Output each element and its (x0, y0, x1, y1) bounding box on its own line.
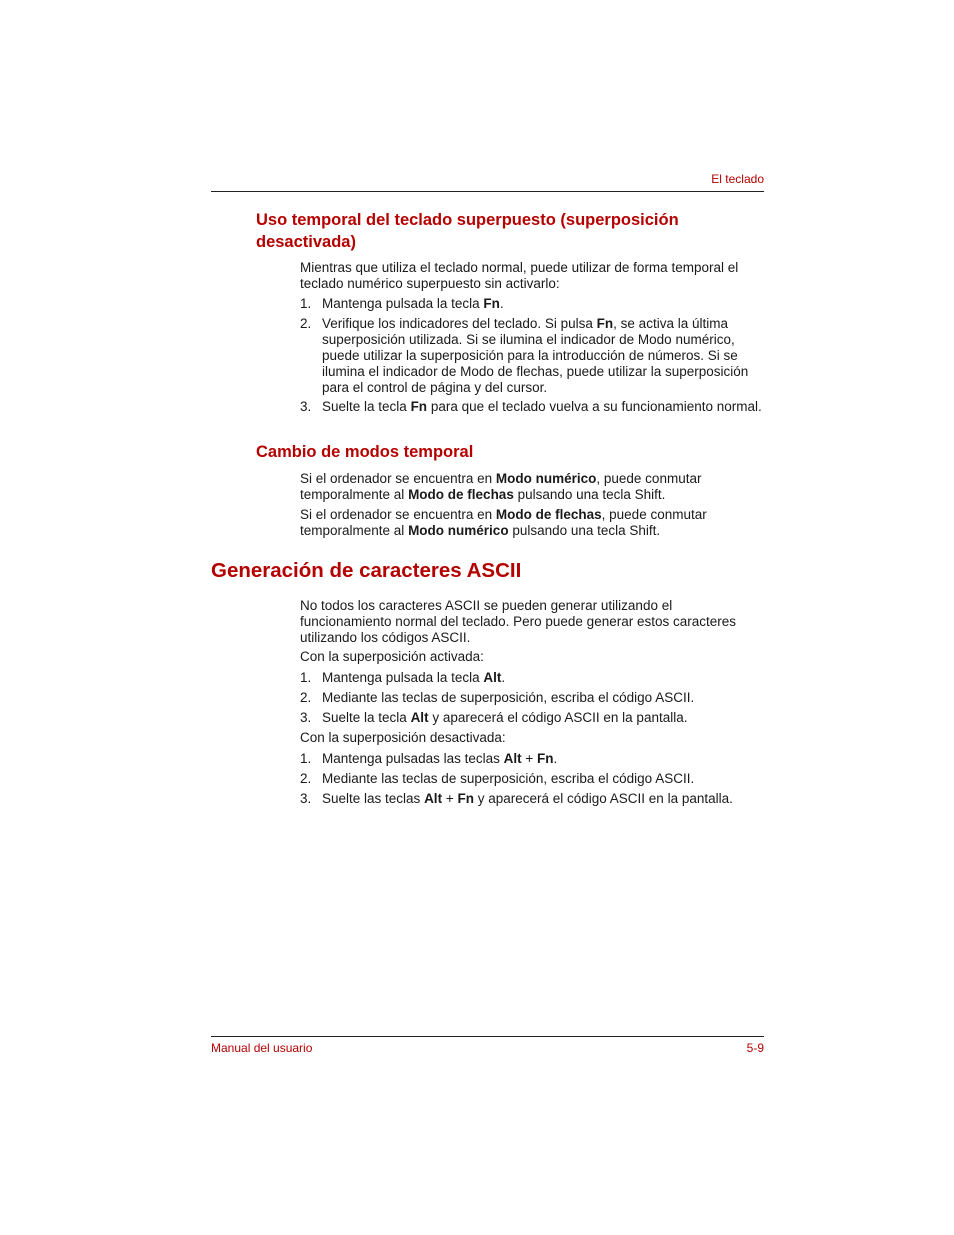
section-heading-temporal-overlay: Uso temporal del teclado superpuesto (superposición desactivada) (256, 211, 679, 251)
header-rule (211, 191, 764, 192)
footer-rule (211, 1036, 764, 1037)
running-header: El teclado (711, 172, 764, 186)
section-heading-ascii: Generación de caracteres ASCII (211, 559, 522, 582)
section3-intro: No todos los caracteres ASCII se pueden generar utilizando el funcionamiento normal del teclado. Pero puede generar estos caracteres utilizando los códigos ASCII. (300, 598, 737, 645)
section2-paragraph-2: Si el ordenador se encuentra en Modo de flechas, puede conmutar temporalmente al Modo numérico pulsando una tecla Shift. (300, 507, 707, 538)
overlay-on-label: Con la superposición activada: (300, 649, 484, 664)
section1-intro: Mientras que utiliza el teclado normal, puede utilizar de forma temporal el teclado numérico superpuesto sin activarlo: (300, 260, 739, 291)
page-number: 5-9 (746, 1041, 764, 1055)
section2-paragraph-1: Si el ordenador se encuentra en Modo numérico, puede conmutar temporalmente al Modo de flechas pulsando una tecla Shift. (300, 471, 702, 502)
footer-manual-title: Manual del usuario (211, 1041, 313, 1055)
overlay-off-label: Con la superposición desactivada: (300, 730, 506, 745)
section-heading-mode-change: Cambio de modos temporal (256, 443, 474, 461)
document-page: El teclado Uso temporal del teclado superpuesto (superposición desactivada) Mientras que utiliza el teclado normal, puede utilizar de forma temporal el teclado numérico superpuesto sin activarlo: 1. Mantenga pulsada la tecla Fn. 2. Verifique los indicadores del teclado. Si pulsa Fn, se activa la última superposición utilizada. Si se ilumina el indicador de Modo numérico, puede utilizar la superposición para la introducción de números. Si se ilumina el indicador de Modo de flechas, puede utilizar la superposición para el control de página y del cursor. 3. Suelte la tecla Fn para que el teclado vuelva a su funcionamiento normal. Cambio de modos temporal Si el ordenador se encuentra en Modo numérico, puede conmutar temporalmente al Modo de flechas pulsando una tecla Shift. Si el ordenador se encuentra en Modo de flechas, puede conmutar temporalmente al Modo numérico pulsando una tecla Shift. Generación de caracteres ASCII No todos los caracteres ASCII se pueden generar utilizando el funcionamiento normal del teclado. Pero puede generar estos caracteres utilizando los códigos ASCII. Con la superposición activada: 1. Mantenga pulsada la tecla Alt. 2. Mediante las teclas de superposición, escriba el código ASCII. 3. Suelte la tecla Alt y aparecerá el código ASCII en la pantalla. Con la superposición desactivada: 1. Mantenga pulsadas las teclas Alt + Fn. 2. Mediante las teclas de superposición, escriba el código ASCII. 3. Suelte las teclas Alt + Fn y aparecerá el código ASCII en la pantalla. Manual del usuario 5-9 (211, 172, 764, 1055)
